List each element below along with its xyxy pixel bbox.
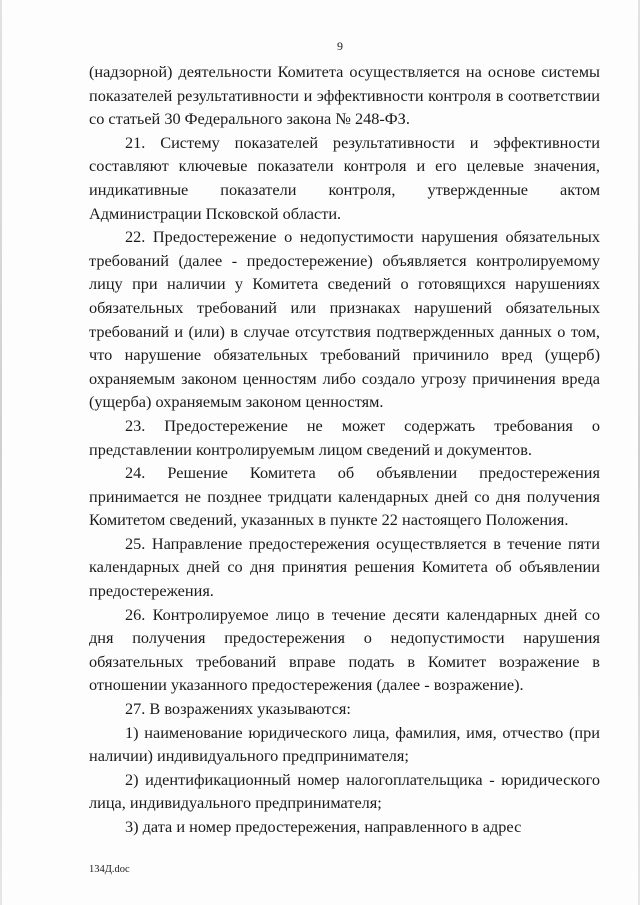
- paragraph-26: 26. Контролируемое лицо в течение десяти календарных дней со дня получения предостережения о недопустимости нарушения обязательных требований вправе подать в Комитет возражение в отношении указанного предостережения (далее - возражение).: [89, 604, 600, 695]
- paragraph-27: 27. В возражениях указываются:: [125, 699, 351, 719]
- paragraph-24: 24. Решение Комитета об объявлении предостережения принимается не позднее тридцати календарных дней со дня получения Комитетом сведений, указанных в пункте 22 настоящего Положения.: [89, 463, 600, 530]
- paragraph-23: 23. Предостережение не может содержать требования о представлении контролируемым лицом сведений и документов.: [89, 415, 600, 459]
- document-body: [89, 60, 600, 839]
- paragraph-25: 25. Направление предостережения осуществляется в течение пяти календарных дней со дня принятия решения Комитета об объявлении предостережения.: [89, 533, 600, 601]
- list-item-2: 2) идентификационный номер налогоплательщика - юридического лица, индивидуального предпринимателя;: [89, 769, 600, 813]
- paragraph-continuation: (надзорной) деятельности Комитета осуществляется на основе системы показателей результативности и эффективности контроля в соответствии со статьей 30 Федерального закона № 248-ФЗ.: [89, 62, 600, 129]
- list-item-1: 1) наименование юридического лица, фамилия, имя, отчество (при наличии) индивидуального предпринимателя;: [89, 722, 600, 766]
- paragraph-21: 21. Систему показателей результативности и эффективности составляют ключевые показатели контроля и его целевые значения, индикативные показатели контроля, утвержденные актом Администрации Псковской области.: [89, 132, 600, 223]
- file-name-footer: 134Д.doc: [89, 864, 130, 875]
- page-number: 9: [337, 39, 343, 53]
- scan-edge-left: [0, 0, 2, 905]
- paragraph-22: 22. Предостережение о недопустимости нарушения обязательных требований (далее - предостережение) объявляется контролируемому лицу при наличии у Комитета сведений о готовящихся нарушениях обязательных требований или признаках нарушений обязательных требований и (или) в случае отсутствия подтвержденных данных о том, что нарушение обязательных требований причинило вред (ущерб) охраняемым законом ценностям либо создало угрозу причинения вреда (ущерба) охраняемым законом ценностям.: [89, 227, 600, 412]
- list-item-3: 3) дата и номер предостережения, направленного в адрес: [125, 817, 522, 836]
